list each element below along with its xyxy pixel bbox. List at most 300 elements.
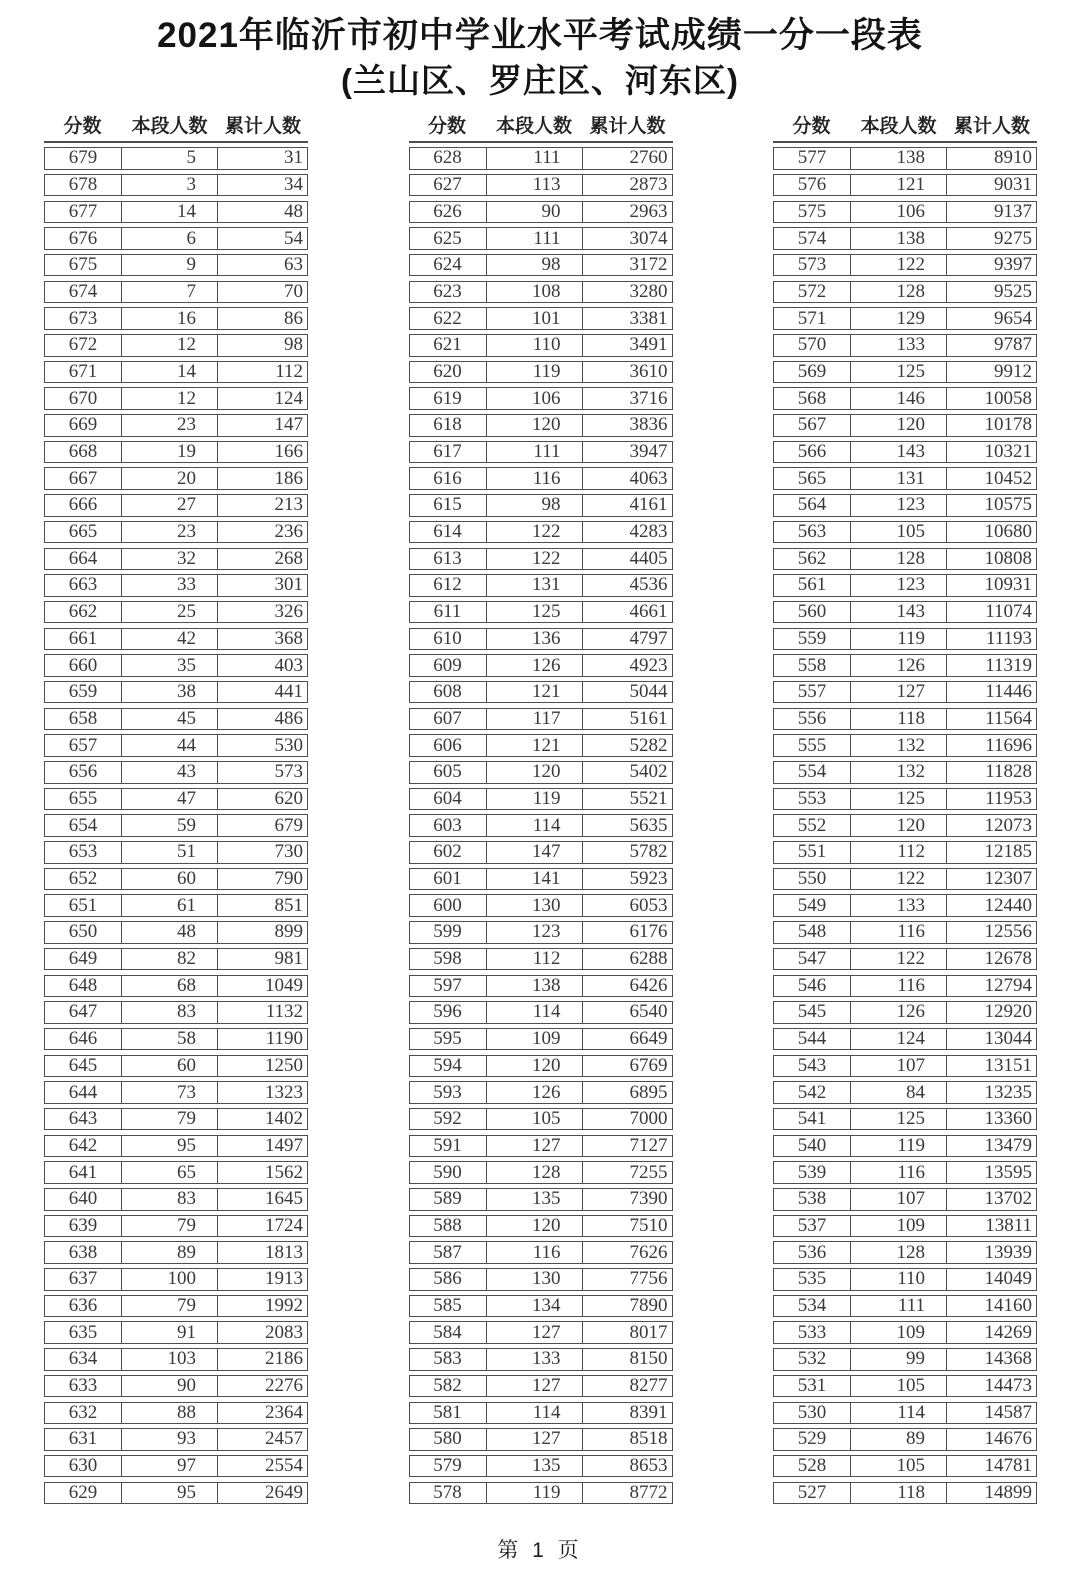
cumulative-count-cell: 5282 bbox=[629, 734, 668, 756]
score-cell: 621 bbox=[410, 335, 487, 356]
band-count-cell: 128 bbox=[851, 549, 947, 570]
band-count-cell: 125 bbox=[851, 1109, 947, 1130]
cumulative-count-cell: 573 bbox=[274, 761, 303, 783]
band-count-cell: 48 bbox=[122, 922, 218, 943]
band-count-cell: 83 bbox=[122, 1002, 218, 1023]
band-count-cell: 143 bbox=[851, 442, 947, 463]
score-cell: 595 bbox=[410, 1029, 487, 1050]
score-cell: 579 bbox=[410, 1456, 487, 1477]
table-row bbox=[773, 601, 1037, 624]
cumulative-count-cell: 7255 bbox=[629, 1161, 668, 1183]
score-cell: 635 bbox=[45, 1322, 122, 1343]
cumulative-count-cell: 851 bbox=[274, 894, 303, 916]
table-header bbox=[773, 111, 1037, 143]
score-cell: 644 bbox=[45, 1082, 122, 1103]
band-count-cell: 116 bbox=[487, 468, 583, 489]
band-count-cell: 88 bbox=[122, 1403, 218, 1424]
cumulative-count-cell: 13811 bbox=[985, 1214, 1032, 1236]
score-cell: 610 bbox=[410, 629, 487, 650]
band-count-cell: 126 bbox=[851, 655, 947, 676]
band-count-cell: 119 bbox=[487, 362, 583, 383]
cumulative-count-cell: 166 bbox=[274, 441, 303, 462]
band-count-cell: 108 bbox=[487, 282, 583, 303]
table-row bbox=[44, 734, 308, 757]
band-count-cell: 126 bbox=[487, 655, 583, 676]
score-cell: 539 bbox=[774, 1162, 851, 1183]
score-cell: 609 bbox=[410, 655, 487, 676]
score-cell: 637 bbox=[45, 1269, 122, 1290]
cumulative-count-cell: 12440 bbox=[984, 894, 1032, 916]
table-row bbox=[773, 441, 1037, 464]
cumulative-count-cell: 368 bbox=[274, 627, 303, 649]
band-count-cell: 127 bbox=[487, 1322, 583, 1343]
score-cell: 620 bbox=[410, 362, 487, 383]
table-row bbox=[44, 387, 308, 410]
table-row bbox=[773, 1161, 1037, 1184]
score-cell: 662 bbox=[45, 602, 122, 623]
table-row bbox=[44, 1215, 308, 1238]
score-cell: 602 bbox=[410, 842, 487, 863]
cumulative-count-cell: 9031 bbox=[994, 174, 1032, 196]
band-count-cell: 42 bbox=[122, 629, 218, 650]
score-cell: 559 bbox=[774, 629, 851, 650]
table-row bbox=[44, 868, 308, 891]
score-cell: 532 bbox=[774, 1349, 851, 1370]
table-row bbox=[409, 227, 673, 250]
score-cell: 581 bbox=[410, 1403, 487, 1424]
table-row bbox=[44, 467, 308, 490]
cumulative-count-cell: 12185 bbox=[984, 841, 1032, 863]
table-row bbox=[773, 975, 1037, 998]
score-cell: 617 bbox=[410, 442, 487, 463]
band-count-cell: 138 bbox=[851, 148, 947, 169]
table-row bbox=[409, 414, 673, 437]
band-count-cell: 122 bbox=[487, 522, 583, 543]
band-count-cell: 120 bbox=[487, 1056, 583, 1077]
score-cell: 528 bbox=[774, 1456, 851, 1477]
cumulative-count-cell: 10575 bbox=[984, 494, 1032, 516]
table-row bbox=[44, 1321, 308, 1344]
score-cell: 549 bbox=[774, 895, 851, 916]
score-cell: 677 bbox=[45, 202, 122, 223]
band-count-cell: 127 bbox=[487, 1136, 583, 1157]
score-cell: 601 bbox=[410, 869, 487, 890]
score-cell: 679 bbox=[45, 148, 122, 169]
table-row bbox=[44, 307, 308, 330]
cumulative-count-cell: 620 bbox=[274, 787, 303, 809]
cumulative-count-cell: 899 bbox=[274, 921, 303, 943]
table-row bbox=[773, 1268, 1037, 1291]
table-row bbox=[44, 681, 308, 704]
band-count-cell: 98 bbox=[487, 495, 583, 516]
cumulative-count-cell: 13479 bbox=[984, 1134, 1032, 1156]
band-count-cell: 83 bbox=[122, 1189, 218, 1210]
score-cell: 563 bbox=[774, 522, 851, 543]
cumulative-count-cell: 12920 bbox=[984, 1001, 1032, 1023]
score-cell: 557 bbox=[774, 682, 851, 703]
cumulative-count-cell: 10058 bbox=[984, 387, 1032, 409]
band-count-cell: 59 bbox=[122, 815, 218, 836]
table-row bbox=[44, 921, 308, 944]
band-count-cell: 120 bbox=[487, 1216, 583, 1237]
header-score: 分数 bbox=[63, 116, 102, 137]
band-count-cell: 134 bbox=[487, 1296, 583, 1317]
band-count-cell: 111 bbox=[487, 228, 583, 249]
score-cell: 607 bbox=[410, 709, 487, 730]
score-cell: 583 bbox=[410, 1349, 487, 1370]
band-count-cell: 129 bbox=[851, 308, 947, 329]
table-row bbox=[44, 147, 308, 170]
cumulative-count-cell: 5521 bbox=[629, 787, 668, 809]
band-count-cell: 79 bbox=[122, 1109, 218, 1130]
band-count-cell: 98 bbox=[487, 255, 583, 276]
band-count-cell: 95 bbox=[122, 1136, 218, 1157]
band-count-cell: 89 bbox=[851, 1429, 947, 1450]
cumulative-count-cell: 2364 bbox=[265, 1401, 303, 1423]
table-row bbox=[44, 1135, 308, 1158]
table-row bbox=[409, 628, 673, 651]
table-row bbox=[773, 574, 1037, 597]
band-count-cell: 7 bbox=[122, 282, 218, 303]
score-cell: 665 bbox=[45, 522, 122, 543]
table-row bbox=[773, 1348, 1037, 1371]
cumulative-count-cell: 8017 bbox=[629, 1321, 668, 1343]
table-row bbox=[773, 1455, 1037, 1478]
score-cell: 676 bbox=[45, 228, 122, 249]
score-table-left bbox=[44, 111, 308, 1504]
score-cell: 668 bbox=[45, 442, 122, 463]
header-band-count: 本段人数 bbox=[860, 116, 937, 137]
table-row bbox=[409, 494, 673, 517]
band-count-cell: 121 bbox=[487, 735, 583, 756]
cumulative-count-cell: 8772 bbox=[629, 1481, 668, 1503]
cumulative-count-cell: 7390 bbox=[629, 1188, 668, 1210]
band-count-cell: 125 bbox=[851, 362, 947, 383]
table-row bbox=[44, 1241, 308, 1264]
header-cumulative-count: 累计人数 bbox=[224, 116, 301, 137]
band-count-cell: 35 bbox=[122, 655, 218, 676]
cumulative-count-cell: 7127 bbox=[629, 1134, 668, 1156]
band-count-cell: 112 bbox=[487, 949, 583, 970]
score-cell: 544 bbox=[774, 1029, 851, 1050]
header-band-count: 本段人数 bbox=[131, 116, 208, 137]
band-count-cell: 106 bbox=[487, 388, 583, 409]
cumulative-count-cell: 10321 bbox=[984, 441, 1032, 462]
table-row bbox=[409, 147, 673, 170]
table-row bbox=[44, 254, 308, 277]
table-row bbox=[409, 761, 673, 784]
table-row bbox=[44, 788, 308, 811]
header-score: 分数 bbox=[427, 116, 466, 137]
score-cell: 630 bbox=[45, 1456, 122, 1477]
cumulative-count-cell: 13595 bbox=[984, 1161, 1032, 1183]
table-row bbox=[44, 948, 308, 971]
table-row bbox=[44, 1268, 308, 1291]
score-cell: 593 bbox=[410, 1082, 487, 1103]
cumulative-count-cell: 9912 bbox=[994, 360, 1032, 382]
cumulative-count-cell: 8150 bbox=[629, 1348, 668, 1370]
score-cell: 675 bbox=[45, 255, 122, 276]
cumulative-count-cell: 54 bbox=[284, 227, 303, 249]
table-row bbox=[773, 1375, 1037, 1398]
cumulative-count-cell: 301 bbox=[274, 574, 303, 596]
band-count-cell: 130 bbox=[487, 895, 583, 916]
cumulative-count-cell: 14781 bbox=[984, 1455, 1032, 1477]
score-cell: 590 bbox=[410, 1162, 487, 1183]
score-cell: 645 bbox=[45, 1056, 122, 1077]
table-row bbox=[409, 788, 673, 811]
table-row bbox=[409, 1081, 673, 1104]
score-cell: 651 bbox=[45, 895, 122, 916]
table-row bbox=[409, 1402, 673, 1425]
score-cell: 663 bbox=[45, 575, 122, 596]
cumulative-count-cell: 11319 bbox=[985, 654, 1032, 676]
table-row bbox=[409, 467, 673, 490]
table-row bbox=[44, 521, 308, 544]
cumulative-count-cell: 486 bbox=[274, 707, 303, 729]
cumulative-count-cell: 10808 bbox=[984, 547, 1032, 569]
table-row bbox=[773, 414, 1037, 437]
band-count-cell: 120 bbox=[487, 762, 583, 783]
table-row bbox=[44, 1108, 308, 1131]
band-count-cell: 119 bbox=[851, 1136, 947, 1157]
band-count-cell: 79 bbox=[122, 1216, 218, 1237]
score-cell: 606 bbox=[410, 735, 487, 756]
score-table-right bbox=[773, 111, 1037, 1504]
band-count-cell: 133 bbox=[851, 335, 947, 356]
score-cell: 612 bbox=[410, 575, 487, 596]
cumulative-count-cell: 14899 bbox=[984, 1481, 1032, 1503]
table-row bbox=[773, 734, 1037, 757]
cumulative-count-cell: 326 bbox=[274, 601, 303, 623]
cumulative-count-cell: 14368 bbox=[984, 1348, 1032, 1370]
table-row bbox=[773, 307, 1037, 330]
table-row bbox=[44, 1028, 308, 1051]
cumulative-count-cell: 11564 bbox=[985, 707, 1032, 729]
table-row bbox=[409, 1028, 673, 1051]
score-cell: 671 bbox=[45, 362, 122, 383]
table-row bbox=[44, 1375, 308, 1398]
table-row bbox=[409, 894, 673, 917]
table-row bbox=[409, 868, 673, 891]
cumulative-count-cell: 403 bbox=[274, 654, 303, 676]
band-count-cell: 135 bbox=[487, 1189, 583, 1210]
band-count-cell: 23 bbox=[122, 415, 218, 436]
cumulative-count-cell: 11074 bbox=[985, 601, 1032, 623]
band-count-cell: 124 bbox=[851, 1029, 947, 1050]
score-cell: 564 bbox=[774, 495, 851, 516]
band-count-cell: 101 bbox=[487, 308, 583, 329]
table-row bbox=[44, 414, 308, 437]
score-cell: 566 bbox=[774, 442, 851, 463]
cumulative-count-cell: 4923 bbox=[629, 654, 668, 676]
cumulative-count-cell: 3836 bbox=[629, 414, 668, 436]
cumulative-count-cell: 3716 bbox=[629, 387, 668, 409]
cumulative-count-cell: 2554 bbox=[265, 1455, 303, 1477]
band-count-cell: 123 bbox=[487, 922, 583, 943]
cumulative-count-cell: 3947 bbox=[629, 441, 668, 462]
band-count-cell: 95 bbox=[122, 1483, 218, 1504]
cumulative-count-cell: 10680 bbox=[984, 521, 1032, 543]
score-cell: 611 bbox=[410, 602, 487, 623]
cumulative-count-cell: 790 bbox=[274, 868, 303, 889]
score-cell: 587 bbox=[410, 1242, 487, 1263]
score-cell: 554 bbox=[774, 762, 851, 783]
score-cell: 634 bbox=[45, 1349, 122, 1370]
cumulative-count-cell: 2963 bbox=[629, 200, 668, 222]
score-cell: 571 bbox=[774, 308, 851, 329]
cumulative-count-cell: 31 bbox=[284, 147, 303, 169]
cumulative-count-cell: 268 bbox=[274, 547, 303, 569]
table-row bbox=[409, 1055, 673, 1078]
cumulative-count-cell: 11446 bbox=[985, 681, 1032, 703]
band-count-cell: 117 bbox=[487, 709, 583, 730]
band-count-cell: 130 bbox=[487, 1269, 583, 1290]
cumulative-count-cell: 14049 bbox=[984, 1268, 1032, 1290]
cumulative-count-cell: 6895 bbox=[629, 1081, 668, 1103]
score-cell: 642 bbox=[45, 1136, 122, 1157]
cumulative-count-cell: 14473 bbox=[984, 1375, 1032, 1397]
table-row bbox=[773, 521, 1037, 544]
table-row bbox=[409, 1482, 673, 1505]
cumulative-count-cell: 8653 bbox=[629, 1455, 668, 1477]
table-row bbox=[773, 708, 1037, 731]
score-cell: 666 bbox=[45, 495, 122, 516]
table-row bbox=[409, 361, 673, 384]
score-cell: 588 bbox=[410, 1216, 487, 1237]
table-body bbox=[773, 147, 1037, 1504]
score-cell: 629 bbox=[45, 1483, 122, 1504]
band-count-cell: 138 bbox=[487, 976, 583, 997]
band-count-cell: 120 bbox=[851, 415, 947, 436]
band-count-cell: 6 bbox=[122, 228, 218, 249]
band-count-cell: 125 bbox=[851, 789, 947, 810]
score-cell: 577 bbox=[774, 148, 851, 169]
cumulative-count-cell: 8277 bbox=[629, 1375, 668, 1397]
band-count-cell: 133 bbox=[487, 1349, 583, 1370]
band-count-cell: 131 bbox=[851, 468, 947, 489]
table-row bbox=[44, 1001, 308, 1024]
score-cell: 614 bbox=[410, 522, 487, 543]
score-cell: 660 bbox=[45, 655, 122, 676]
score-cell: 596 bbox=[410, 1002, 487, 1023]
table-row bbox=[44, 494, 308, 517]
cumulative-count-cell: 10931 bbox=[984, 574, 1032, 596]
band-count-cell: 65 bbox=[122, 1162, 218, 1183]
cumulative-count-cell: 9654 bbox=[994, 307, 1032, 329]
band-count-cell: 60 bbox=[122, 1056, 218, 1077]
score-cell: 534 bbox=[774, 1296, 851, 1317]
score-cell: 540 bbox=[774, 1136, 851, 1157]
table-row bbox=[773, 628, 1037, 651]
score-cell: 667 bbox=[45, 468, 122, 489]
cumulative-count-cell: 1402 bbox=[265, 1108, 303, 1130]
score-cell: 527 bbox=[774, 1483, 851, 1504]
score-cell: 647 bbox=[45, 1002, 122, 1023]
band-count-cell: 122 bbox=[487, 549, 583, 570]
band-count-cell: 116 bbox=[851, 922, 947, 943]
cumulative-count-cell: 14160 bbox=[984, 1295, 1032, 1316]
table-row bbox=[409, 1375, 673, 1398]
page-subtitle: (兰山区、罗庄区、河东区) bbox=[341, 62, 739, 99]
score-cell: 542 bbox=[774, 1082, 851, 1103]
cumulative-count-cell: 11696 bbox=[985, 734, 1032, 756]
band-count-cell: 109 bbox=[851, 1322, 947, 1343]
table-row bbox=[44, 1402, 308, 1425]
table-row bbox=[44, 1428, 308, 1451]
score-cell: 619 bbox=[410, 388, 487, 409]
table-row bbox=[773, 868, 1037, 891]
cumulative-count-cell: 48 bbox=[284, 200, 303, 222]
score-cell: 531 bbox=[774, 1376, 851, 1397]
band-count-cell: 90 bbox=[122, 1376, 218, 1397]
cumulative-count-cell: 6649 bbox=[629, 1028, 668, 1050]
table-row bbox=[44, 548, 308, 571]
table-row bbox=[409, 1268, 673, 1291]
score-cell: 653 bbox=[45, 842, 122, 863]
band-count-cell: 82 bbox=[122, 949, 218, 970]
band-count-cell: 93 bbox=[122, 1429, 218, 1450]
cumulative-count-cell: 8910 bbox=[994, 147, 1032, 169]
table-row bbox=[773, 841, 1037, 864]
table-row bbox=[44, 1161, 308, 1184]
cumulative-count-cell: 1724 bbox=[265, 1214, 303, 1236]
band-count-cell: 114 bbox=[487, 1403, 583, 1424]
cumulative-count-cell: 6426 bbox=[629, 974, 668, 996]
cumulative-count-cell: 213 bbox=[274, 494, 303, 516]
cumulative-count-cell: 3491 bbox=[629, 334, 668, 356]
cumulative-count-cell: 14269 bbox=[984, 1321, 1032, 1343]
score-cell: 574 bbox=[774, 228, 851, 249]
score-cell: 576 bbox=[774, 175, 851, 196]
score-cell: 598 bbox=[410, 949, 487, 970]
score-cell: 585 bbox=[410, 1296, 487, 1317]
cumulative-count-cell: 3280 bbox=[629, 280, 668, 302]
table-row bbox=[773, 387, 1037, 410]
band-count-cell: 116 bbox=[487, 1242, 583, 1263]
band-count-cell: 51 bbox=[122, 842, 218, 863]
band-count-cell: 107 bbox=[851, 1189, 947, 1210]
score-cell: 636 bbox=[45, 1296, 122, 1317]
band-count-cell: 27 bbox=[122, 495, 218, 516]
header-score: 分数 bbox=[792, 116, 831, 137]
score-cell: 570 bbox=[774, 335, 851, 356]
cumulative-count-cell: 9275 bbox=[994, 227, 1032, 249]
score-cell: 604 bbox=[410, 789, 487, 810]
table-row bbox=[44, 1295, 308, 1318]
band-count-cell: 73 bbox=[122, 1082, 218, 1103]
band-count-cell: 128 bbox=[487, 1162, 583, 1183]
table-row bbox=[773, 254, 1037, 277]
cumulative-count-cell: 7890 bbox=[629, 1295, 668, 1316]
band-count-cell: 138 bbox=[851, 228, 947, 249]
band-count-cell: 107 bbox=[851, 1056, 947, 1077]
band-count-cell: 109 bbox=[487, 1029, 583, 1050]
cumulative-count-cell: 186 bbox=[274, 467, 303, 489]
table-row bbox=[773, 1295, 1037, 1318]
score-cell: 616 bbox=[410, 468, 487, 489]
cumulative-count-cell: 11828 bbox=[985, 761, 1032, 783]
score-cell: 565 bbox=[774, 468, 851, 489]
cumulative-count-cell: 1132 bbox=[265, 1001, 303, 1023]
score-cell: 618 bbox=[410, 415, 487, 436]
score-cell: 536 bbox=[774, 1242, 851, 1263]
band-count-cell: 132 bbox=[851, 762, 947, 783]
cumulative-count-cell: 1190 bbox=[265, 1028, 303, 1050]
table-row bbox=[44, 601, 308, 624]
cumulative-count-cell: 4536 bbox=[629, 574, 668, 596]
table-header bbox=[44, 111, 308, 143]
